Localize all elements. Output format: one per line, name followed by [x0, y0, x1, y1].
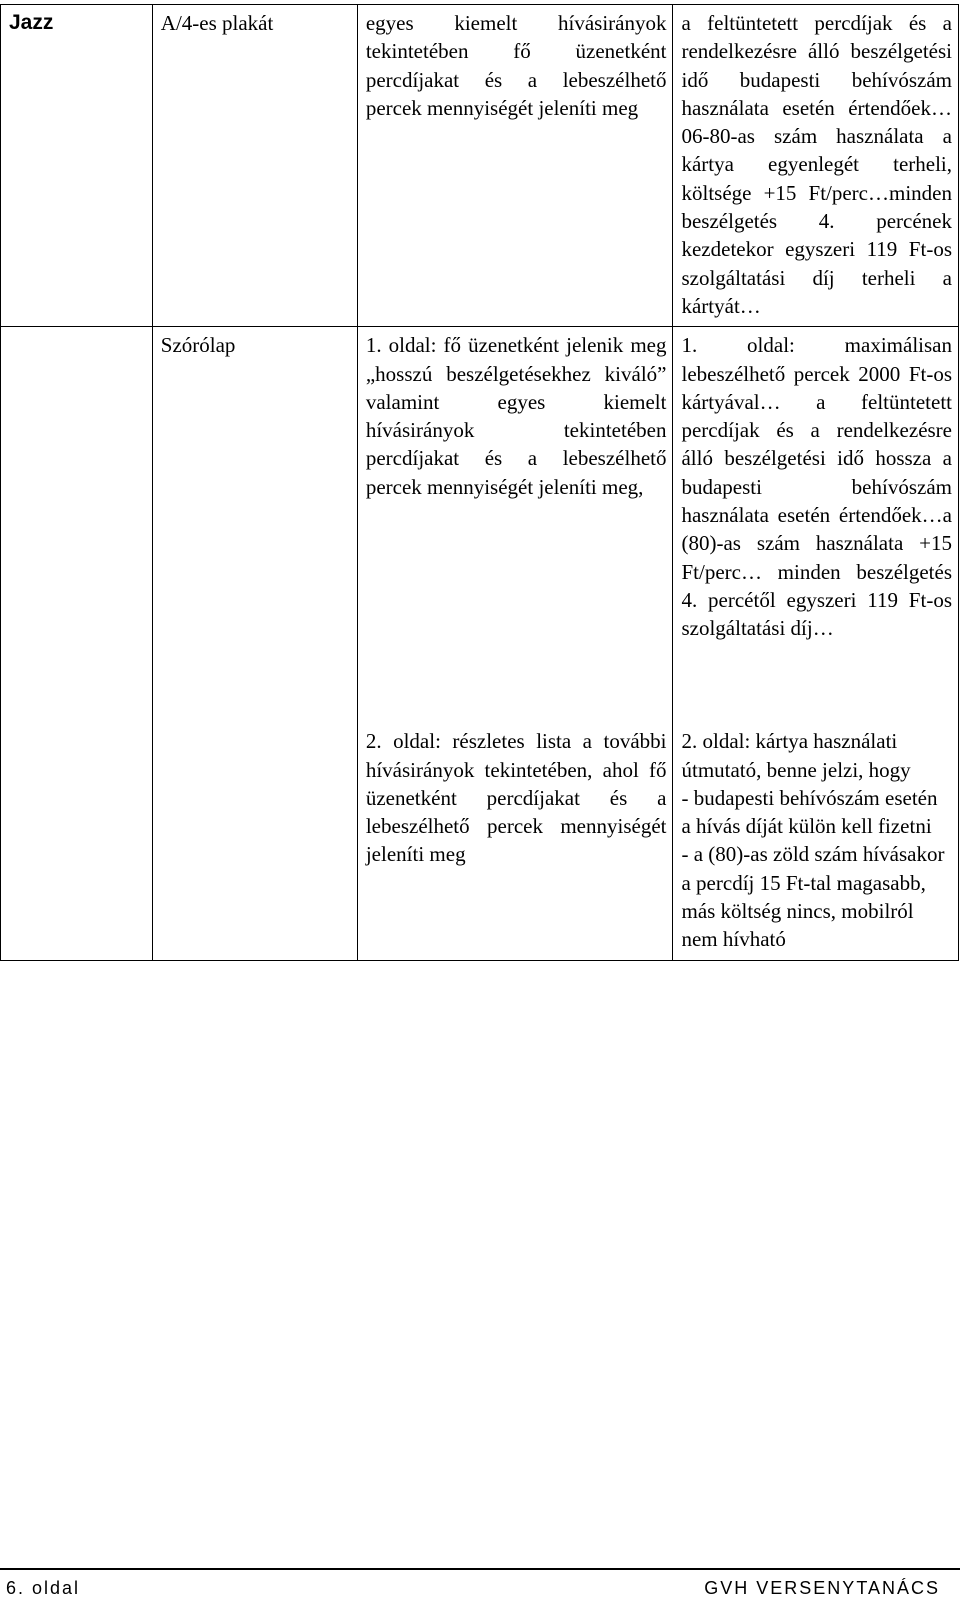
main-message-cell: egyes kiemelt hívásirányok tekintetében fő üzenetként percdíjakat és a lebeszélhető percek mennyiségét jeleníti meg: [357, 5, 673, 327]
conditions-cell: a feltüntetett percdíjak és a rendelkezésre álló beszélgetési idő budapesti behívószám használata esetén értendőek… 06-80-as szám használata a kártya egyenlegét terheli, költsége +15 Ft/perc…minden beszélgetés 4. percének kezdetekor egyszeri 119 Ft-os szolgáltatási díj terheli a kártyát…: [673, 5, 959, 327]
page-2-conditions: 2. oldal: kártya használati útmutató, benne jelzi, hogy - budapesti behívószám esetén a hívás díját külön kell fizetni - a (80)-as zöld szám hívásakor a percdíj 15 Ft-tal magasabb, más költség nincs, mobilról nem hívható: [681, 729, 945, 952]
document-table: [0, 4, 959, 961]
page-2-description: 2. oldal: részletes lista a további hívásirányok tekintetében, ahol fő üzenetként percdíjakat és a lebeszélhető percek mennyiségét jeleníti meg: [365, 729, 672, 867]
medium-cell: A/4-es plakát: [152, 5, 357, 327]
table-row: [1, 5, 959, 327]
conditions-cell: [673, 327, 959, 960]
product-name-cell: [1, 327, 153, 960]
footer-organization: GVH VERSENYTANÁCS: [704, 1578, 940, 1598]
page-1-conditions: 1. oldal: maximálisan lebeszélhető percek 2000 Ft-os kártyával… a feltüntetett percdíjak és a rendelkezésre álló beszélgetési idő hossza a budapesti behívószám használata esetén értendőek…a (80)-as szám használata +15 Ft/perc… minden beszélgetés 4. percétől egyszeri 119 Ft-os szolgáltatási díj…: [681, 333, 958, 641]
table-row: [1, 327, 959, 960]
main-message-cell: [357, 327, 673, 960]
medium-cell: Szórólap: [152, 327, 357, 960]
page-1-description: 1. oldal: fő üzenetként jelenik meg „hosszú beszélgetésekhez kiváló” valamint egyes kiemelt hívásirányok tekintetében percdíjakat és a lebeszélhető percek mennyiségét jeleníti meg,: [365, 333, 672, 499]
footer-divider: [0, 1568, 960, 1570]
page-number: 6. oldal: [6, 1578, 81, 1598]
product-name-cell: Jazz: [1, 5, 153, 327]
